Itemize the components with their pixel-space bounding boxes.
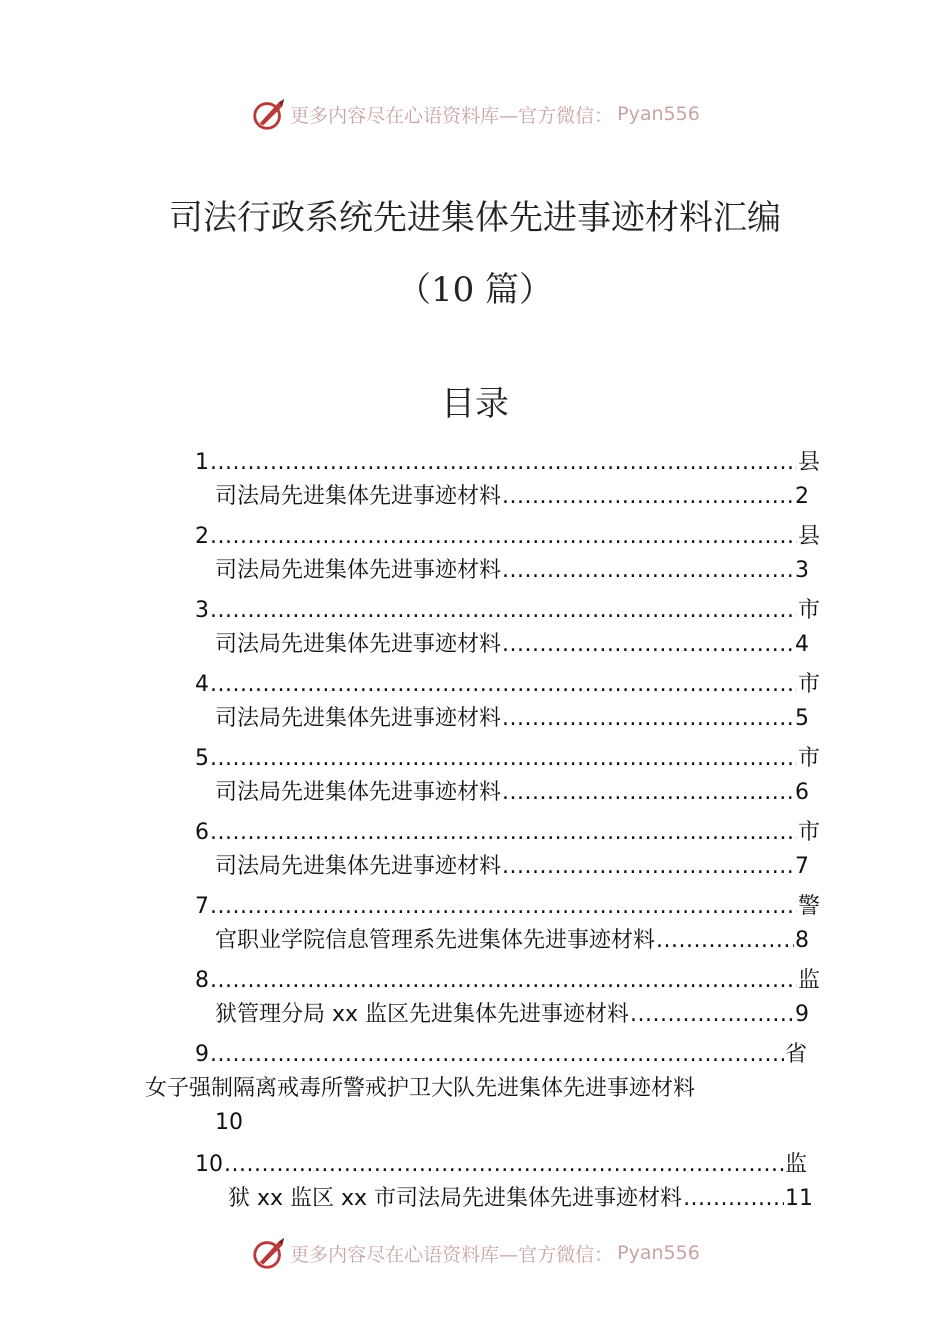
toc-number: 5 [195, 746, 209, 771]
toc-leader-dots [502, 556, 794, 586]
toc-leader-dots [210, 670, 797, 700]
header-watermark [0, 94, 950, 134]
toc-item-7-line2[interactable] [215, 922, 809, 956]
toc-number: 10 [195, 1152, 223, 1177]
toc-page: 6 [795, 780, 809, 805]
toc-page: 4 [795, 632, 809, 657]
toc-item-5-line2[interactable] [215, 774, 809, 808]
toc-item-1-line1[interactable] [195, 444, 820, 478]
toc-item-2-line2[interactable] [215, 552, 809, 586]
toc-heading: 目录 [441, 384, 509, 424]
toc-item-8-line2[interactable] [215, 996, 809, 1030]
toc-lead-char: 市 [797, 820, 820, 845]
pen-logo-icon [250, 95, 288, 133]
toc-title: 司法局先进集体先进事迹材料 [215, 854, 502, 879]
toc-leader-dots [210, 818, 797, 848]
toc-page: 3 [795, 558, 809, 583]
toc-leader-dots [210, 744, 797, 774]
toc-leader-dots [502, 630, 794, 660]
toc-item-6-line2[interactable] [215, 848, 809, 882]
toc-leader-dots [502, 482, 794, 512]
toc-title: 官职业学院信息管理系先进集体先进事迹材料 [215, 928, 656, 953]
toc-leader-dots [210, 966, 797, 996]
toc-number: 7 [195, 894, 209, 919]
toc-number: 9 [195, 1042, 209, 1067]
toc-leader-dots [502, 778, 794, 808]
toc-number: 8 [195, 968, 209, 993]
toc-number: 2 [195, 524, 209, 549]
toc-page: 11 [785, 1186, 813, 1211]
toc-lead-char: 警 [797, 894, 820, 919]
toc-page: 5 [795, 706, 809, 731]
toc-leader-dots [210, 448, 797, 478]
toc-leader-dots [210, 596, 797, 626]
toc-item-8-line1[interactable] [195, 962, 820, 996]
toc-title: 狱管理分局 xx 监区先进集体先进事迹材料 [215, 1002, 630, 1027]
watermark-account: Pyan556 [617, 103, 700, 125]
toc-lead-char: 市 [797, 598, 820, 623]
toc-page: 8 [795, 928, 809, 953]
toc-page: 2 [795, 484, 809, 509]
toc-item-4-line1[interactable] [195, 666, 820, 700]
toc-item-9-line1[interactable] [195, 1036, 807, 1070]
toc-leader-dots [502, 704, 794, 734]
toc-leader-dots [502, 852, 794, 882]
toc-item-10-line2[interactable] [228, 1180, 813, 1214]
toc-number: 6 [195, 820, 209, 845]
toc-lead-char: 监 [797, 968, 820, 993]
toc-leader-dots [683, 1184, 784, 1214]
toc-item-1-line2[interactable] [215, 478, 809, 512]
toc-leader-dots [210, 1040, 784, 1070]
toc-leader-dots [224, 1150, 784, 1180]
toc-lead-char: 县 [797, 524, 820, 549]
toc-item-9-title[interactable]: 女子强制隔离戒毒所警戒护卫大队先进集体先进事迹材料 [145, 1076, 696, 1101]
toc-leader-dots [656, 926, 794, 956]
toc-item-2-line1[interactable] [195, 518, 820, 552]
toc-page: 7 [795, 854, 809, 879]
toc-lead-char: 市 [797, 746, 820, 771]
toc-lead-char: 省 [784, 1042, 807, 1067]
watermark-text: 更多内容尽在心语资料库—官方微信： [290, 1243, 614, 1266]
toc-title: 狱 xx 监区 xx 市司法局先进集体先进事迹材料 [228, 1186, 683, 1211]
toc-item-9-page[interactable]: 10 [215, 1110, 243, 1135]
toc-lead-char: 市 [797, 672, 820, 697]
toc-item-6-line1[interactable] [195, 814, 820, 848]
toc-title: 司法局先进集体先进事迹材料 [215, 558, 502, 583]
document-subtitle: （10 篇） [396, 270, 554, 310]
toc-item-10-line1[interactable] [195, 1146, 807, 1180]
toc-title: 司法局先进集体先进事迹材料 [215, 484, 502, 509]
toc-item-5-line1[interactable] [195, 740, 820, 774]
toc-page: 9 [795, 1002, 809, 1027]
footer-watermark [0, 1233, 950, 1273]
toc-item-7-line1[interactable] [195, 888, 820, 922]
toc-leader-dots [210, 892, 797, 922]
toc-item-3-line1[interactable] [195, 592, 820, 626]
toc-lead-char: 监 [784, 1152, 807, 1177]
toc-title: 司法局先进集体先进事迹材料 [215, 780, 502, 805]
watermark-account: Pyan556 [617, 1242, 700, 1264]
document-title: 司法行政系统先进集体先进事迹材料汇编 [169, 198, 781, 238]
toc-number: 1 [195, 450, 209, 475]
toc-lead-char: 县 [797, 450, 820, 475]
toc-item-3-line2[interactable] [215, 626, 809, 660]
toc-number: 4 [195, 672, 209, 697]
watermark-text: 更多内容尽在心语资料库—官方微信： [290, 104, 614, 127]
toc-title: 司法局先进集体先进事迹材料 [215, 706, 502, 731]
toc-title: 司法局先进集体先进事迹材料 [215, 632, 502, 657]
toc-leader-dots [630, 1000, 794, 1030]
toc-number: 3 [195, 598, 209, 623]
toc-leader-dots [210, 522, 797, 552]
toc-item-4-line2[interactable] [215, 700, 809, 734]
pen-logo-icon [250, 1234, 288, 1272]
